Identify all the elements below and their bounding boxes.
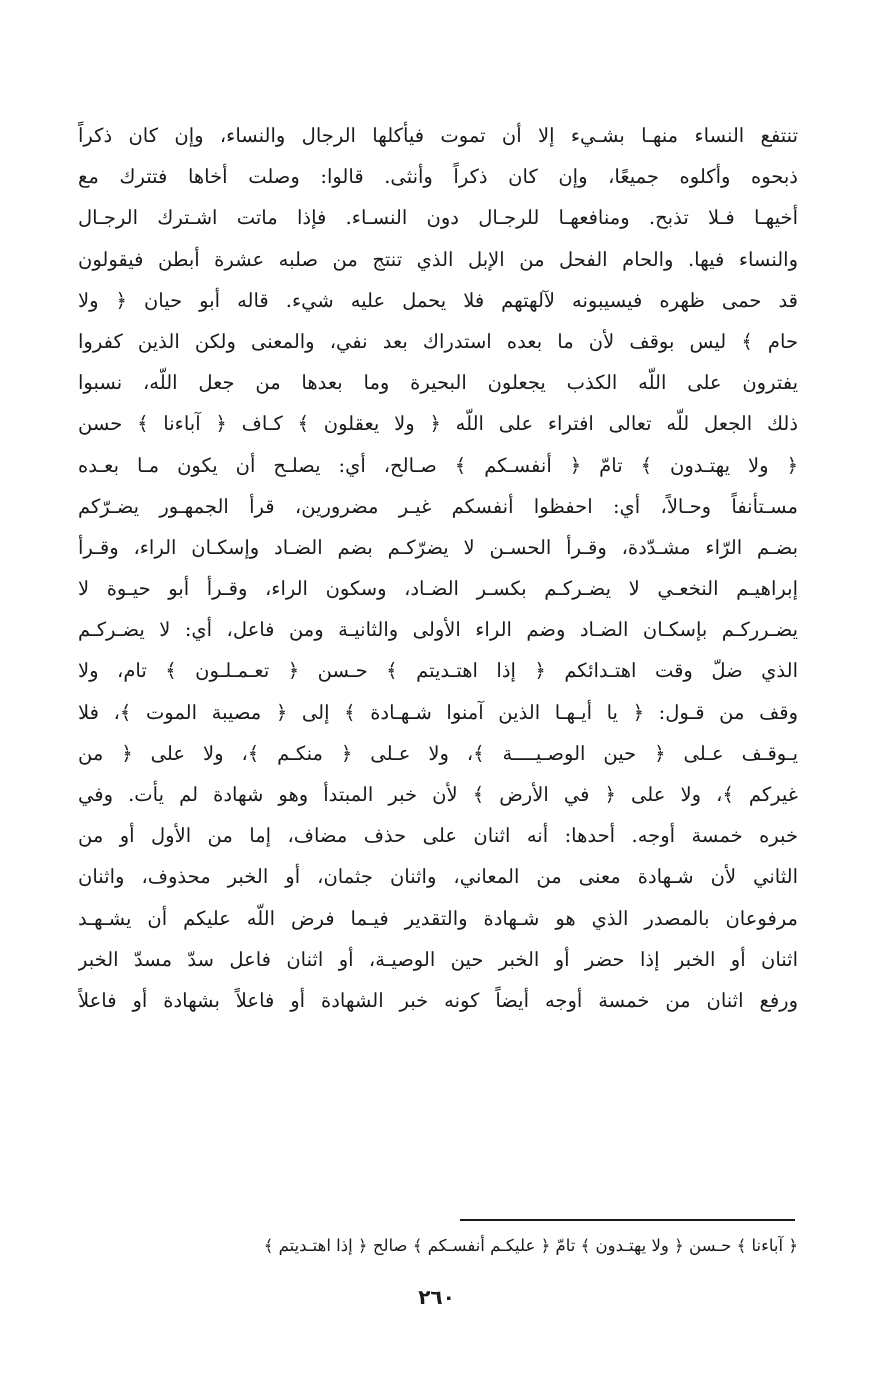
text-line: الثاني لأن شـهادة معنى من المعاني، واثنان جثمان، أو الخبر محذوف، واثنان bbox=[78, 865, 798, 889]
text-line: يضـرركـم بإسكـان الضـاد وضم الراء الأولى والثانيـة ومن فاعل، أي: لا يضـركـم bbox=[78, 618, 798, 642]
page-number: ٢٦٠ bbox=[418, 1285, 455, 1309]
text-line: وقف من قـول: ﴿ يا أيـهـا الذين آمنوا شـهـادة ﴾ إلى ﴿ مصيبة الموت ﴾، فلا bbox=[78, 700, 798, 724]
text-line: غيركم ﴾، ولا على ﴿ في الأرض ﴾ لأن خبر المبتدأ وهو شهادة لم يأت. وفي bbox=[78, 783, 798, 806]
text-line: حام ﴾ ليس بوقف لأن ما بعده استدراك بعد نفي، والمعنى ولكن الذين كفروا bbox=[78, 329, 798, 353]
footnote-divider bbox=[460, 1219, 795, 1221]
text-line: خبره خمسة أوجه. أحدها: أنه اثنان على حذف مضاف، إما من الأول أو من bbox=[78, 824, 798, 848]
body-text bbox=[78, 115, 798, 1021]
text-line: والنساء فيها. والحام الفحل من الإبل الذي تنتج من صلبه عشرة أبطن فيقولون bbox=[78, 247, 798, 271]
text-line: يفترون على اللّه الكذب يجعلون البحيرة وما بعدها من جعل اللّه، نسبوا bbox=[78, 371, 798, 395]
text-line: مرفوعان بالمصدر الذي هو شـهادة والتقدير فيـما فرض اللّه عليكم أن يشـهـد bbox=[78, 906, 798, 930]
text-line: ورفع اثنان من خمسة أوجه أيضاً كونه خبر الشهادة أو فاعلاً بشهادة أو فاعلاً bbox=[78, 988, 798, 1012]
text-line: اثنان أو الخبر إذا حضر أو الخبر حين الوصيـة، أو اثنان فاعل سدّ مسدّ الخبر bbox=[78, 947, 798, 971]
text-line: تنتفع النساء منهـا بشـيء إلا أن تموت فيأكلها الرجال والنساء، وإن كان ذكراً bbox=[78, 124, 798, 147]
text-line: بضـم الرّاء مشـدّدة، وقـرأ الحسـن لا يضرّكـم بضم الضـاد وإسكـان الراء، وقـرأ bbox=[78, 535, 798, 559]
text-line: يـوقـف عـلى ﴿ حين الوصـيــــة ﴾، ولا عـلى ﴿ منكـم ﴾، ولا على ﴿ من bbox=[78, 741, 798, 765]
footnote: ﴿ آباءنا ﴾ حـسن ﴿ ولا يهتـدون ﴾ تامّ ﴿ عليكـم أنفسـكم ﴾ صالح ﴿ إذا اهتـديتم ﴾ bbox=[263, 1236, 798, 1255]
text-line: إبراهيـم النخعـي لا يضـركـم بكسـر الضـاد، وسكون الراء، وقـرأ أبو حيـوة لا bbox=[78, 577, 798, 601]
text-line: ﴿ ولا يهتـدون ﴾ تامّ ﴿ أنفسـكم ﴾ صـالح، أي: يصلـح أن يكون مـا بعـده bbox=[78, 453, 798, 477]
text-line: ذبحوه وأكلوه جميعًا، وإن كان ذكراً وأنثى. قالوا: وصلت أخاها فتترك مع bbox=[78, 165, 798, 189]
text-line: ذلك الجعل للّه تعالى افتراء على اللّه ﴿ ولا يعقلون ﴾ كـاف ﴿ آباءنا ﴾ حسن bbox=[78, 412, 798, 436]
text-line: الذي ضلّ وقت اهتـدائكم ﴿ إذا اهتـديتم ﴾ حـسن ﴿ تعـمـلـون ﴾ تام، ولا bbox=[78, 659, 798, 683]
text-line: مسـتأنفاً وحـالاً، أي: احفظوا أنفسكم غيـر مضرورين، قرأ الجمهـور يضـرّكم bbox=[78, 494, 798, 518]
text-line: قد حمى ظهره فيسيبونه لآلهتهم فلا يحمل عليه شيء. قاله أبو حيان ﴿ ولا bbox=[78, 288, 798, 312]
text-line: أخيهـا فـلا تذبح. ومنافعهـا للرجـال دون النسـاء. فإذا ماتت اشـترك الرجـال bbox=[78, 206, 798, 230]
